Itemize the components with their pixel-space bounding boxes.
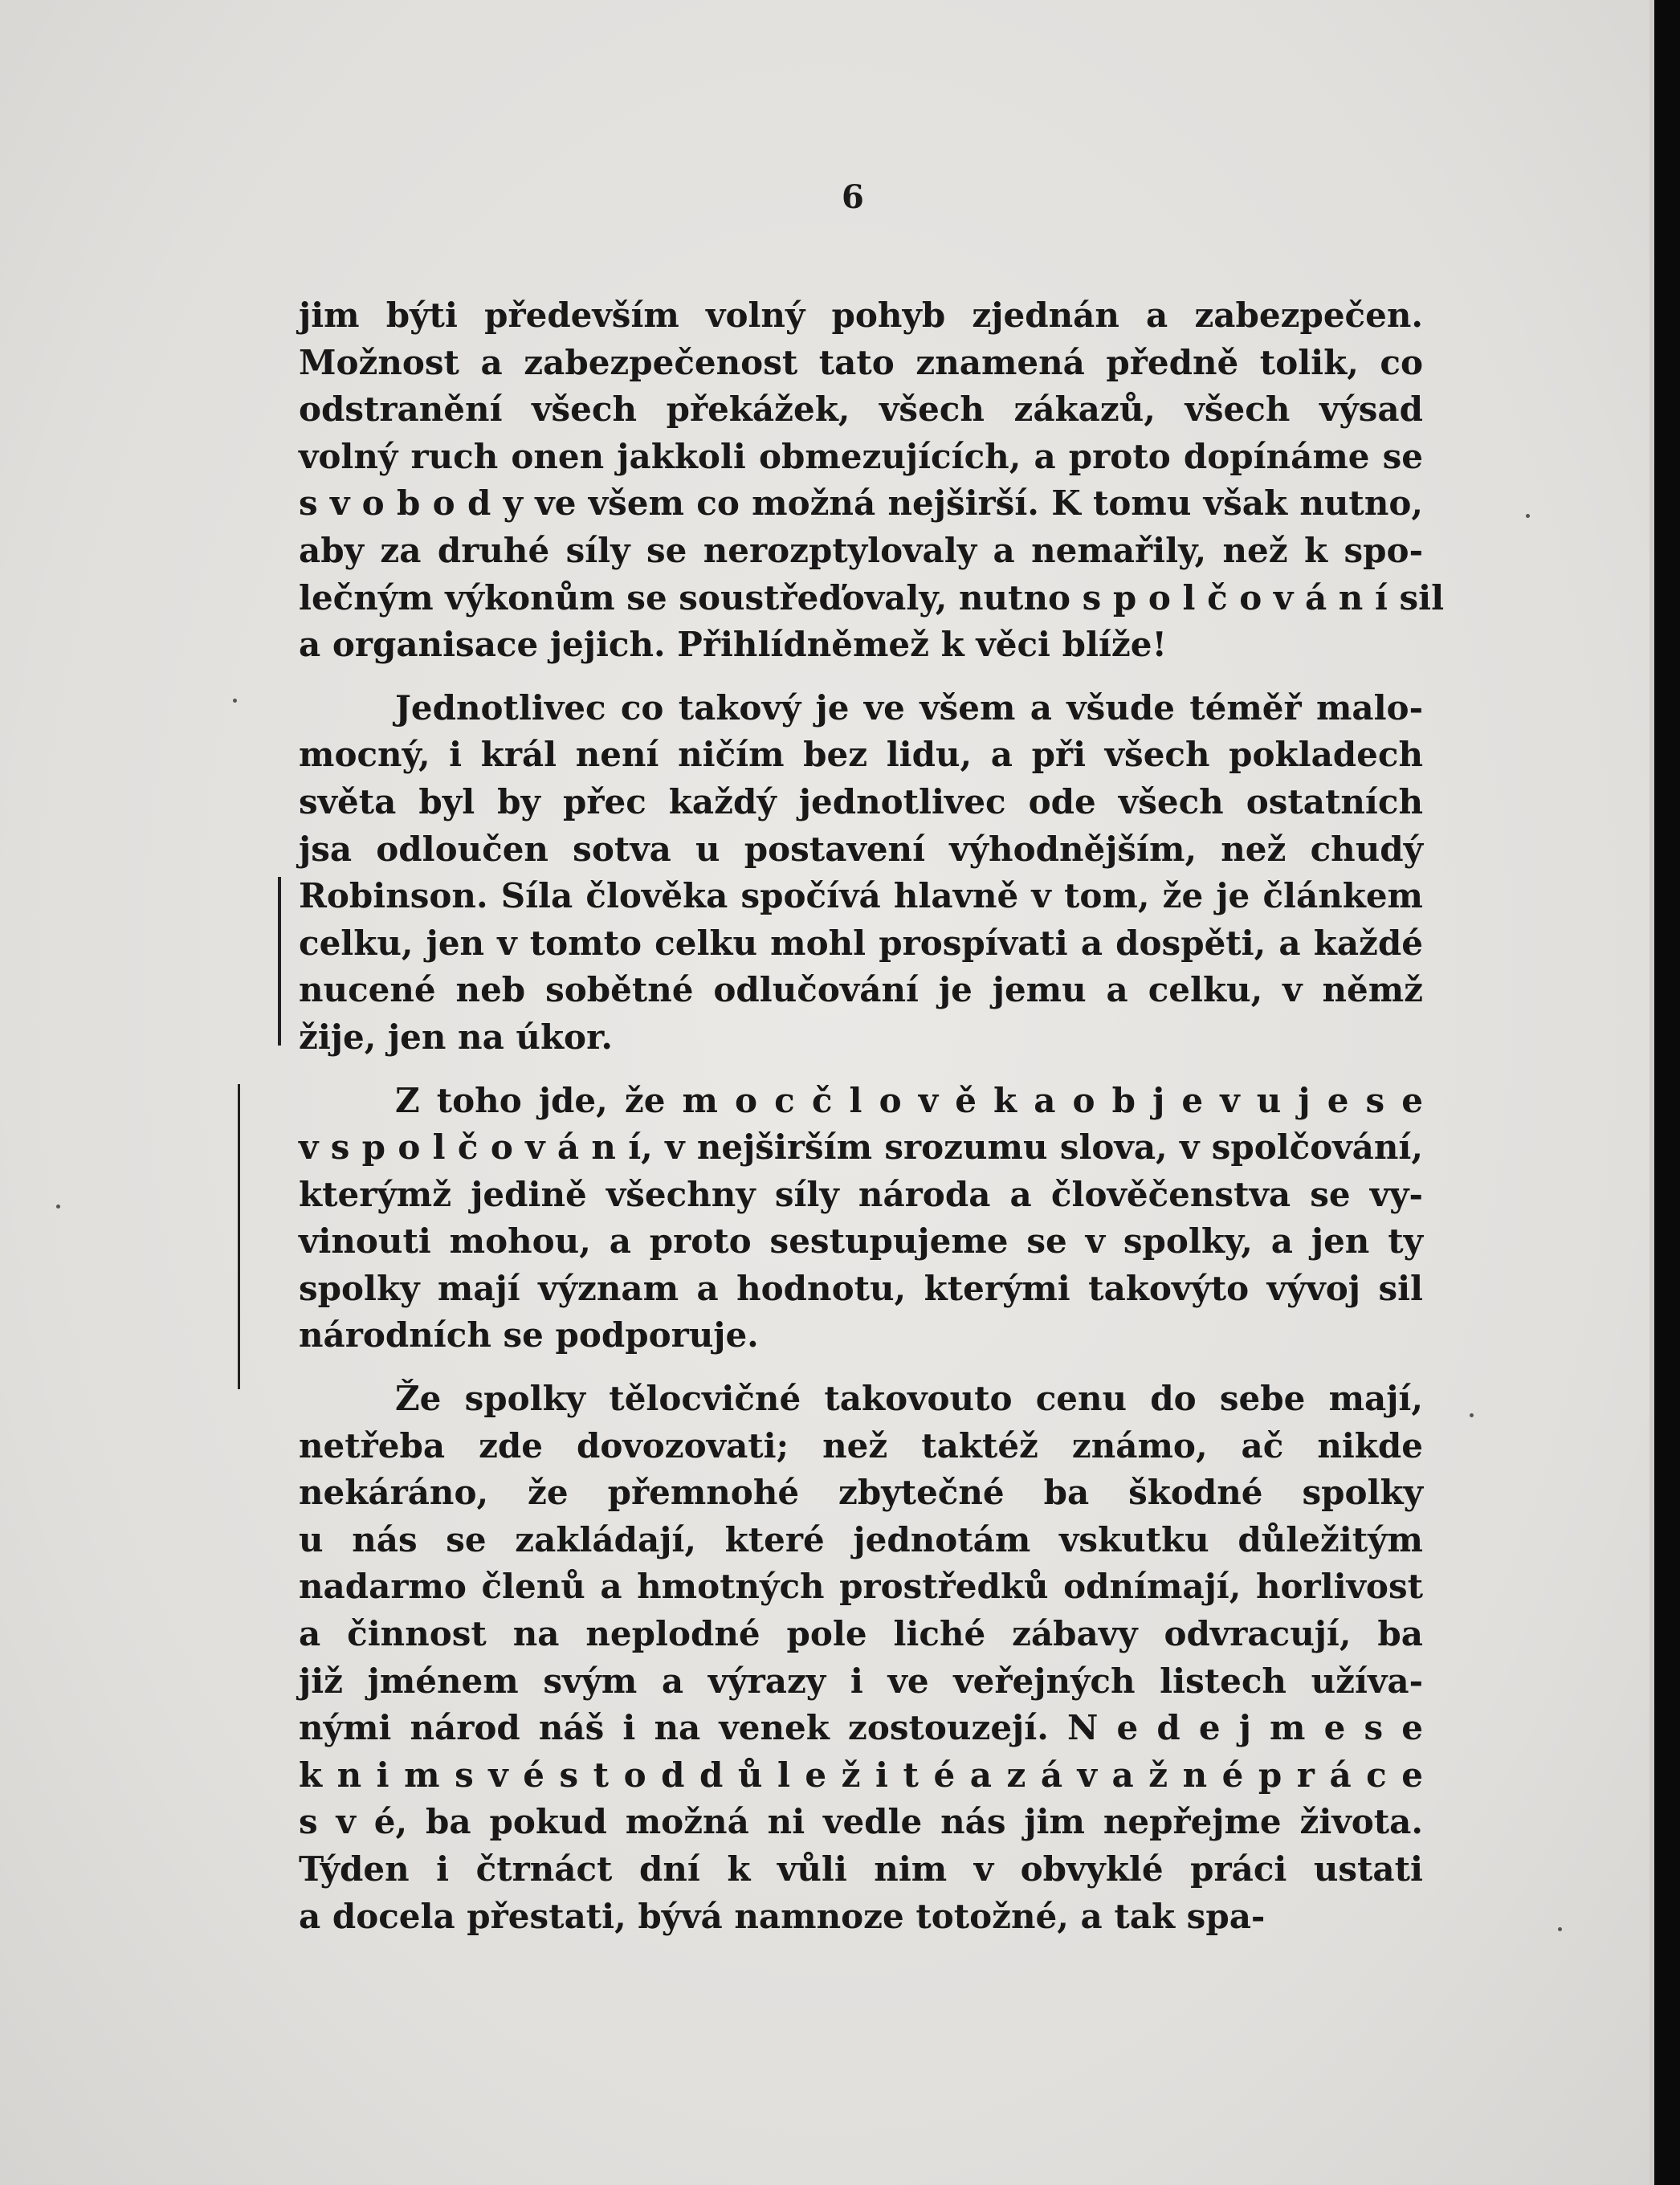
text-line: žije, jen na úkor.: [299, 1017, 613, 1057]
paragraph: [299, 292, 1445, 669]
text-line: v s p o l č o v á n í, v nejširším srozumu slova, v spolčování,: [299, 1127, 1423, 1168]
text-line: nými národ náš i na venek zostouzejí. N e d e j m e s e: [299, 1708, 1423, 1748]
paragraph-gap: [299, 1062, 1423, 1078]
text-line: Týden i čtrnáct dní k vůli nim v obvyklé práci ustati: [299, 1849, 1423, 1889]
paper-speck: [1558, 1927, 1562, 1931]
text-line: netřeba zde dovozovati; než taktéž známo, ač nikde: [299, 1425, 1423, 1465]
text-line: a docela přestati, bývá namnoze totožné, a tak spa-: [299, 1896, 1266, 1936]
text-line: Že spolky tělocvičné takovouto cenu do sebe mají,: [395, 1379, 1423, 1419]
text-line: celku, jen v tomto celku mohl prospívati a dospěti, a každé: [299, 923, 1423, 963]
paper-speck: [56, 1205, 60, 1209]
text-line: kterýmž jedině všechny síly národa a člověčenstva se vy-: [299, 1174, 1423, 1214]
text-line: jim býti především volný pohyb zjednán a zabezpečen.: [299, 296, 1423, 335]
paragraph-gap: [299, 1360, 1423, 1376]
text-line: Možnost a zabezpečenost tato znamená předně tolik, co: [299, 342, 1423, 382]
text-line: vinouti mohou, a proto sestupujeme se v spolky, a jen ty: [299, 1221, 1423, 1262]
page-number: 6: [842, 178, 864, 216]
text-line: spolky mají význam a hodnotu, kterými takovýto vývoj sil: [299, 1268, 1423, 1308]
paper-speck: [233, 699, 237, 703]
scan-border: [1654, 0, 1680, 2185]
paragraph-gap: [299, 669, 1423, 685]
text-line: Robinson. Síla člověka spočívá hlavně v tom, že je článkem: [299, 876, 1423, 916]
text-line: nadarmo členů a hmotných prostředků odnímají, horlivost: [299, 1567, 1423, 1607]
text-line: nekáráno, že přemnohé zbytečné ba škodné spolky: [299, 1473, 1423, 1513]
paragraph: [299, 685, 1423, 1062]
text-line: Z toho jde, že m o c č l o v ě k a o b j e v u j e s e: [395, 1080, 1423, 1120]
text-line: a organisace jejich. Přihlídněmež k věci blíže!: [299, 625, 1167, 665]
paper-speck: [1526, 514, 1530, 518]
text-line: lečným výkonům se soustřeďovaly, nutno s p o l č o v á n í sil: [299, 577, 1445, 618]
margin-line-mark: [238, 1084, 240, 1389]
text-line: s v é, ba pokud možná ni vedle nás jim nepřejme života.: [299, 1802, 1423, 1842]
text-line: volný ruch onen jakkoli obmezujících, a proto dopínáme se: [299, 436, 1423, 476]
body-text: [299, 292, 1445, 1940]
text-line: k n i m s v é s t o d d ů l e ž i t é a z á v a ž n é p r á c e: [299, 1755, 1423, 1795]
text-line: již jménem svým a výrazy i ve veřejných listech užíva-: [299, 1661, 1423, 1701]
margin-bracket-mark: [278, 877, 281, 1046]
text-line: aby za druhé síly se nerozptylovaly a nemařily, než k spo-: [299, 530, 1423, 570]
text-line: a činnost na neplodné pole liché zábavy odvracují, ba: [299, 1614, 1423, 1654]
text-line: s v o b o d y ve všem co možná nejširší. K tomu však nutno,: [299, 483, 1423, 524]
paragraph: [299, 1078, 1423, 1360]
text-line: u nás se zakládají, které jednotám vskutku důležitým: [299, 1519, 1423, 1559]
text-line: světa byl by přec každý jednotlivec ode všech ostatních: [299, 781, 1423, 821]
paper-speck: [1470, 1413, 1474, 1417]
paragraph: [299, 1376, 1423, 1940]
text-line: nucené neb sobětné odlučování je jemu a celku, v němž: [299, 970, 1423, 1010]
text-line: Jednotlivec co takový je ve všem a všude téměř malo-: [395, 687, 1423, 728]
text-line: odstranění všech překážek, všech zákazů, všech výsad: [299, 389, 1423, 430]
text-line: mocný, i král není ničím bez lidu, a při všech pokladech: [299, 735, 1423, 775]
text-line: jsa odloučen sotva u postavení výhodnějším, než chudý: [299, 829, 1423, 869]
text-line: národních se podporuje.: [299, 1315, 759, 1355]
